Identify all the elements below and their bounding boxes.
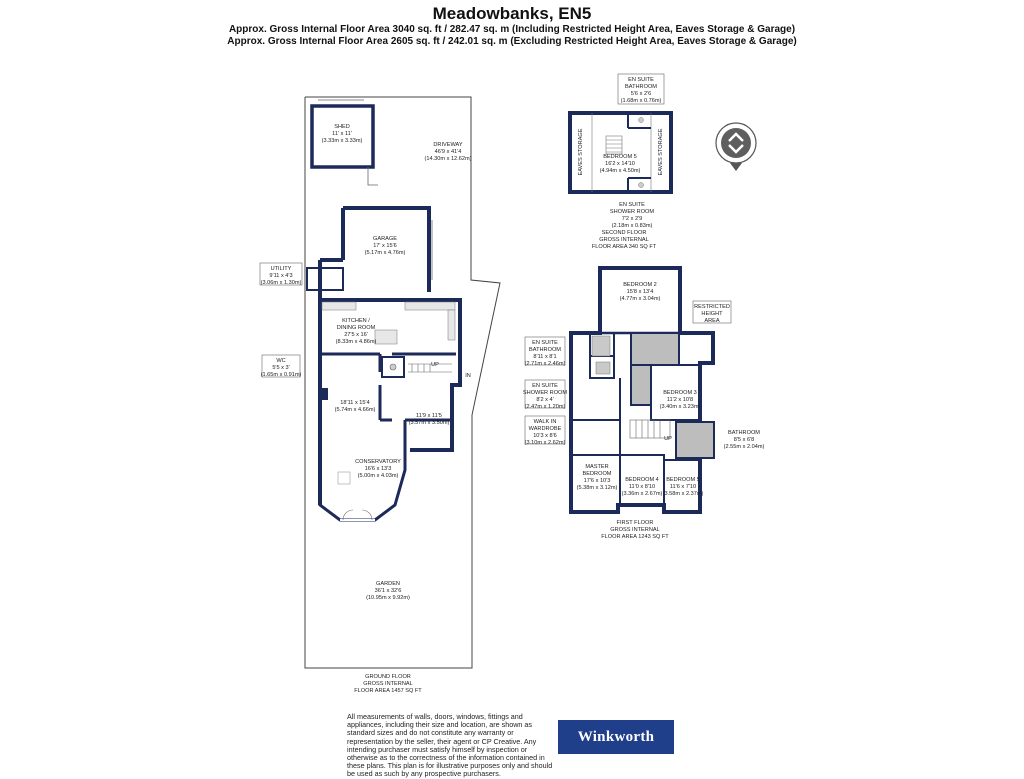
second-floor-area-label-line-2: GROSS INTERNAL — [599, 237, 649, 243]
eaves-right-label — [658, 128, 664, 175]
ground-floor-area-label-line-2: GROSS INTERNAL — [363, 681, 413, 687]
north-arrow-icon — [716, 123, 756, 171]
first-up-label — [664, 436, 672, 442]
second-floor-area-label — [592, 230, 657, 250]
eaves-right-label-line-1: EAVES STORAGE — [658, 128, 664, 176]
utility-label-line-3: (3.06m x 1.30m) — [260, 280, 302, 286]
first-up-label-line-1: UP — [664, 436, 672, 442]
first-ensuite-shower-label-line-3: 8'2 x 4' — [536, 397, 554, 403]
bathroom-label-line-1: BATHROOM — [728, 430, 760, 436]
second-bedroom5-label-line-1: BEDROOM 5 — [603, 154, 637, 160]
first-floor-area-label — [601, 520, 669, 540]
second-bedroom5-label-line-3: (4.94m x 4.50m) — [599, 168, 641, 174]
second-ensuite-bathroom-label-line-1: EN SUITE — [628, 77, 654, 83]
kitchen-label-line-4: (8.33m x 4.86m) — [335, 339, 377, 345]
bedroom2-label — [620, 282, 661, 302]
first-ensuite-bathroom-label-line-2: BATHROOM — [529, 347, 561, 353]
conservatory-label-line-3: (5.00m x 4.03m) — [357, 473, 399, 479]
eaves-left-label-line-1: EAVES STORAGE — [578, 128, 584, 176]
first-ensuite-shower-label-line-1: EN SUITE — [532, 383, 558, 389]
kitchen-label-line-2: DINING ROOM — [336, 325, 376, 331]
conservatory-label — [355, 459, 401, 479]
bathroom-label — [724, 430, 765, 450]
second-ensuite-shower-label-line-4: (2.18m x 0.83m) — [611, 223, 653, 229]
bedroom4-label — [622, 477, 663, 497]
second-ensuite-shower-label-line-3: 7'2 x 2'9 — [621, 216, 643, 222]
conservatory-label-line-2: 16'6 x 13'3 — [364, 466, 392, 472]
master-bedroom-label — [577, 464, 618, 491]
ground-up-label — [431, 362, 439, 368]
restricted-area-label — [693, 301, 731, 324]
walkin-wardrobe-label — [525, 416, 566, 446]
wc-label — [261, 355, 302, 378]
garden-label-line-1: GARDEN — [376, 581, 400, 587]
reception-label-line-1: 11'9 x 11'5 — [416, 413, 442, 419]
utility-label-line-1: UTILITY — [270, 266, 292, 272]
driveway-label-line-3: (14.30m x 12.62m) — [424, 156, 472, 162]
shed-label-line-2: 11' x 11' — [332, 131, 352, 137]
area-excluding: Approx. Gross Internal Floor Area 2605 sq. ft / 242.01 sq. m (Excluding Restricted Height Area, Eaves Storage & Garage) — [227, 36, 797, 47]
first-bedroom5-label-line-1: BEDROOM 5 — [666, 477, 700, 483]
reception-label — [409, 413, 450, 426]
bedroom2-label-line-1: BEDROOM 2 — [623, 282, 657, 288]
ground-floor-area-label — [354, 674, 422, 694]
second-bedroom5-label — [600, 154, 641, 174]
utility-label — [260, 263, 302, 286]
garage-label-line-2: 17' x 15'6 — [373, 243, 397, 249]
restricted-area-label-line-3: AREA — [704, 318, 720, 324]
master-bedroom-label-line-3: 17'6 x 10'3 — [583, 478, 611, 484]
first-bedroom5-label — [663, 477, 704, 497]
reception-label-line-2: (3.57m x 3.50m) — [408, 420, 450, 426]
bathroom-label-line-2: 8'5 x 6'8 — [733, 437, 755, 443]
second-ensuite-shower-label-line-2: SHOWER ROOM — [609, 209, 655, 215]
eaves-left-label — [578, 128, 584, 175]
kitchen-label — [336, 318, 377, 345]
second-ensuite-bathroom-label-line-4: (1.68m x 0.76m) — [620, 98, 662, 104]
kitchen-label-line-1: KITCHEN / — [342, 318, 370, 324]
bedroom4-label-line-3: (3.36m x 2.67m) — [621, 491, 663, 497]
restricted-area-label-line-1: RESTRICTED — [694, 304, 730, 310]
garage-label-line-3: (5.17m x 4.76m) — [364, 250, 406, 256]
bedroom3-label-line-2: 11'2 x 10'8 — [666, 397, 694, 403]
bedroom3-label — [660, 390, 701, 410]
master-bedroom-label-line-2: BEDROOM — [582, 471, 612, 477]
driveway-label-line-1: DRIVEWAY — [433, 142, 463, 148]
bedroom4-label-line-1: BEDROOM 4 — [625, 477, 659, 483]
first-ensuite-shower-label — [523, 380, 567, 410]
master-bedroom-label-line-1: MASTER — [585, 464, 609, 470]
page-title: Meadowbanks, EN5 — [432, 4, 592, 23]
bedroom2-label-line-3: (4.77m x 3.04m) — [619, 296, 661, 302]
wc-label-line-1: WC — [276, 358, 286, 364]
second-ensuite-bathroom-label-line-3: 5'6 x 2'6 — [630, 91, 652, 97]
shed-label-line-1: SHED — [334, 124, 350, 130]
garden-label — [366, 581, 410, 601]
walkin-wardrobe-label-line-4: (3.10m x 2.62m) — [524, 440, 566, 446]
walkin-wardrobe-label-line-1: WALK IN — [533, 419, 557, 425]
walkin-wardrobe-label-line-3: 10'3 x 8'6 — [533, 433, 557, 439]
first-ensuite-shower-label-line-2: SHOWER ROOM — [522, 390, 568, 396]
ground-floor-area-label-line-1: GROUND FLOOR — [365, 674, 411, 680]
second-floor-plan — [570, 113, 671, 192]
second-bedroom5-label-line-2: 16'2 x 14'10 — [605, 161, 635, 167]
first-floor-area-label-line-3: FLOOR AREA 1243 SQ FT — [601, 534, 669, 540]
ground-up-label-line-1: UP — [431, 362, 439, 368]
living-label-line-1: 18'11 x 15'4 — [340, 400, 370, 406]
shed-label — [322, 124, 363, 144]
living-label-line-2: (5.74m x 4.66m) — [334, 407, 376, 413]
first-ensuite-shower-label-line-4: (2.47m x 1.20m) — [524, 404, 566, 410]
restricted-area-label-line-2: HEIGHT — [701, 311, 723, 317]
second-floor-area-label-line-1: SECOND FLOOR — [601, 230, 647, 236]
first-bedroom5-label-line-3: (3.58m x 2.37m) — [662, 491, 704, 497]
first-bedroom5-label-line-2: 11'6 x 7'10 — [669, 484, 697, 490]
ground-floor-plan — [305, 97, 500, 668]
kitchen-label-line-3: 27'5 x 16' — [344, 332, 368, 338]
garage-label-line-1: GARAGE — [373, 236, 397, 242]
driveway-label-line-2: 46'9 x 41'4 — [434, 149, 462, 155]
ground-in-label-line-1: IN — [465, 373, 471, 379]
driveway-label — [425, 142, 472, 162]
first-floor-area-label-line-1: FIRST FLOOR — [616, 520, 654, 526]
second-ensuite-shower-label-line-1: EN SUITE — [619, 202, 645, 208]
living-label — [335, 400, 376, 413]
bedroom2-label-line-2: 15'8 x 13'4 — [626, 289, 654, 295]
wc-label-line-2: 5'5 x 3' — [272, 365, 290, 371]
ground-in-label — [465, 373, 471, 379]
second-ensuite-bathroom-label — [618, 74, 664, 104]
second-floor-area-label-line-3: FLOOR AREA 340 SQ FT — [591, 244, 657, 250]
first-ensuite-bathroom-label-line-1: EN SUITE — [532, 340, 558, 346]
shed-label-line-3: (3.33m x 3.33m) — [321, 138, 363, 144]
area-including: Approx. Gross Internal Floor Area 3040 sq. ft / 282.47 sq. m (Including Restricted Height Area, Eaves Storage & Garage) — [228, 24, 796, 35]
first-ensuite-bathroom-label-line-3: 8'11 x 8'1 — [533, 354, 557, 360]
second-ensuite-bathroom-label-line-2: BATHROOM — [625, 84, 657, 90]
master-bedroom-label-line-4: (5.38m x 3.12m) — [576, 485, 618, 491]
bedroom3-label-line-3: (3.40m x 3.23m) — [659, 404, 701, 410]
walkin-wardrobe-label-line-2: WARDROBE — [528, 426, 562, 432]
bedroom4-label-line-2: 11'0 x 8'10 — [628, 484, 656, 490]
utility-label-line-2: 9'11 x 4'3 — [269, 273, 293, 279]
first-ensuite-bathroom-label — [525, 337, 566, 367]
garden-label-line-2: 36'1 x 32'6 — [374, 588, 402, 594]
ground-floor-area-label-line-3: FLOOR AREA 1457 SQ FT — [354, 688, 422, 694]
first-ensuite-bathroom-label-line-4: (2.71m x 2.46m) — [524, 361, 566, 367]
disclaimer-text: All measurements of walls, doors, windows, fittings and appliances, including their size and location, are shown as standard sizes and do not constitute any warranty or representation by the seller, their agent or CP Creative. Any intending purchaser must satisfy himself by inspection or otherwise as to the correctness of the information contained in these plans. This plan is for illustrative purposes only and should be used as such by any prospective purchasers. — [347, 712, 553, 779]
garage-label — [365, 236, 406, 256]
wc-label-line-3: (1.65m x 0.91m) — [260, 372, 302, 378]
first-floor-area-label-line-2: GROSS INTERNAL — [610, 527, 660, 533]
garden-label-line-3: (10.95m x 9.92m) — [366, 595, 410, 601]
bedroom3-label-line-1: BEDROOM 3 — [663, 390, 697, 396]
second-ensuite-shower-label — [610, 202, 654, 229]
conservatory-label-line-1: CONSERVATORY — [355, 459, 401, 465]
bathroom-label-line-3: (2.55m x 2.04m) — [723, 444, 765, 450]
winkworth-logo: Winkworth — [558, 720, 674, 754]
